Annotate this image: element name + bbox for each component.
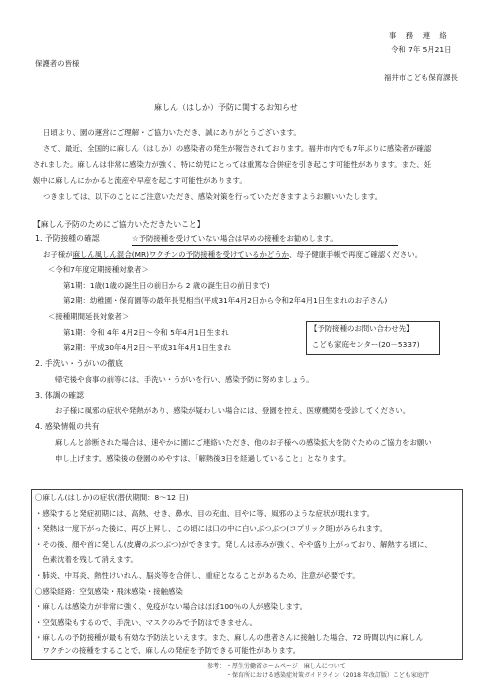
section-4-body-2: 申し上げます。感染後の登園のめやすは、「解熱後3日を経過していること」となります。 <box>55 454 351 463</box>
inquiry-contact: こども家庭センター(20－5337) <box>312 340 420 349</box>
doc-type: 事 務 連 絡 <box>389 31 448 40</box>
target-dose-1: 第1期：1歳(1歳の誕生日の前日から 2 歳の誕生日の前日まで) <box>63 281 270 290</box>
addressee: 保護者の皆様 <box>35 59 80 68</box>
section-2-title: 2. 手洗い・うがいの徹底 <box>35 359 123 368</box>
emphasis-underline <box>132 245 398 246</box>
intro-line-2: さて、最近、全国的に麻しん（はしか）の感染者の発生が報告されております。福井市内でも7年ぶりに感染者が確認 <box>43 144 432 153</box>
target-heading: ＜令和7年度定期接種対象者＞ <box>48 265 149 274</box>
section-1-title: 1. 予防接種の確認 <box>35 234 100 243</box>
symptom-line-2: ・発熱は一度下がった後に、再び上昇し、この頃には口の中に白いぶつぶつ(コプリック斑)がみられます。 <box>35 524 387 533</box>
section-4-body-1: 麻しんと診断された場合は、速やかに園にご連絡いただき、他のお子様への感染拡大を防ぐためのご協力をお願い <box>55 438 432 447</box>
cooperation-heading: 【麻しん予防のためにご協力いただきたいこと】 <box>33 220 205 229</box>
check-line-pre: お子様が <box>43 250 73 259</box>
references-label: 参考： <box>207 663 226 670</box>
sender: 福井市こども保育課長 <box>384 73 458 82</box>
route-line-2: ・空気感染もするので、手洗い、マスクのみで予防はできません。 <box>35 618 258 627</box>
route-heading: 〇感染経路：空気感染・飛沫感染・接触感染 <box>35 587 183 596</box>
intro-line-4: 娠中に麻しんにかかると流産や早産を起こす可能性があります。 <box>33 176 247 185</box>
section-3-body: お子様に風邪の症状や発熱があり、感染が疑わしい場合には、登園を控え、医療機関を受診してください。 <box>55 406 411 415</box>
intro-line-5: つきましては、以下のことにご注意いただき、感染対策を行っていただきますようお願いいたします。 <box>43 192 383 201</box>
route-line-1: ・麻しんは感染力が非常に強く、免疫がない場合はほぼ100％の人が感染します。 <box>35 602 308 611</box>
extension-heading: ＜接種期間延長対象者＞ <box>48 312 130 321</box>
symptom-line-4: 色素沈着を残して消えます。 <box>35 555 138 564</box>
section-3-title: 3. 体調の確認 <box>35 391 84 400</box>
section-1-emphasis: ☆予防接種を受けていない場合は早めの接種をお勧めします。 <box>132 234 338 243</box>
section-1-check-line <box>43 251 422 258</box>
reference-1: ・厚生労働省ホームページ 麻しんについて <box>226 663 346 670</box>
check-line-underlined: 麻しん風しん混合(MR)ワクチンの予防接種を受けているかどうか <box>72 250 290 259</box>
symptom-line-3: ・その後、顔や首に発しん(皮膚のぶつぶつ)ができます。発しんは赤みが強く、やや盛り上がっており、解熱する頃に、 <box>35 540 432 549</box>
section-4-title: 4. 感染情報の共有 <box>35 422 100 431</box>
check-line-post: 、母子健康手帳で再度ご確認ください。 <box>289 250 423 259</box>
inquiry-title: 【予防接種のお問い合わせ先】 <box>310 324 414 333</box>
symptom-line-5: ・肺炎、中耳炎、熱性けいれん、脳炎等を合併し、重症となることがあるため、注意が必要です。 <box>35 571 360 580</box>
section-2-body: 帰宅後や食事の前等には、手洗い・うがいを行い、感染予防に努めましょう。 <box>55 375 314 384</box>
target-dose-2: 第2期：幼稚園・保育園等の最年長児相当(平成31年4月2日から令和2年4月1日生まれのお子さん) <box>63 296 388 305</box>
route-line-3: ・麻しんの予防接種が最も有効な予防法といえます。また、麻しんの患者さんに接触した場合、72 時間以内に麻しん <box>35 633 424 642</box>
symptom-line-1: ・感染すると発症初期には、高熱、せき、鼻水、目の充血、目やに等、風邪のような症状が現れます。 <box>35 509 375 518</box>
route-line-4: ワクチンの接種をすることで、麻しんの発症を予防できる可能性があります。 <box>35 646 300 655</box>
extension-dose-1: 第1期：令和 4年 4月2日～令和 5年4月1日生まれ <box>63 328 229 337</box>
extension-dose-2: 第2期：平成30年4月2日～平成31年4月1日生まれ <box>63 343 231 352</box>
reference-2: ・保育所における感染症対策ガイドライン（2018 年改訂版）こども家庭庁 <box>226 672 429 679</box>
doc-date: 令和 7年 5月21日 <box>391 45 452 54</box>
page-title: 麻しん（はしか）予防に関するお知らせ <box>154 103 298 112</box>
intro-line-3: されました。麻しんは非常に感染力が強く、特に幼児にとっては重篤な合併症を引き起こす可能性があります。また、妊 <box>33 160 432 169</box>
symptoms-heading: 〇麻しん(はしか)の症状(潜伏期間：8～12 日) <box>35 493 189 502</box>
intro-line-1: 日頃より、園の運営にご理解・ご協力いただき、誠にありがとうございます。 <box>43 128 301 137</box>
